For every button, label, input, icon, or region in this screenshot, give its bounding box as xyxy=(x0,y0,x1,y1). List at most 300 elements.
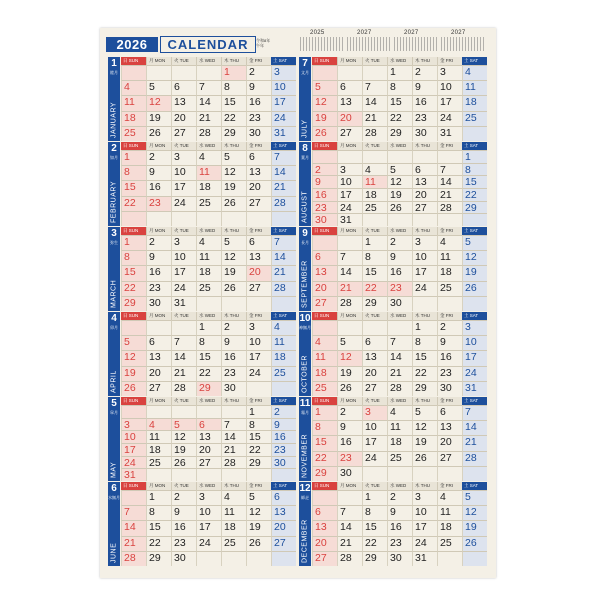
weekday-header: 日 SUN xyxy=(121,227,146,235)
weekday-header: 日 SUN xyxy=(121,142,146,150)
day-cell xyxy=(196,335,221,350)
weekday-header: 木 THU xyxy=(412,312,437,320)
day-cell xyxy=(437,420,462,435)
day-cell xyxy=(387,466,412,481)
weekday-header: 日 SUN xyxy=(121,312,146,320)
day-cell xyxy=(437,320,462,335)
day-cell xyxy=(362,536,387,551)
day-number: 29 xyxy=(365,296,377,309)
month-japanese-name: 皐月 xyxy=(110,410,118,415)
day-cell xyxy=(171,196,196,211)
weekday-header: 火 TUE xyxy=(362,142,387,150)
day-cell xyxy=(221,468,246,481)
day-cell xyxy=(462,350,487,365)
day-cell xyxy=(246,196,271,211)
day-cell xyxy=(246,320,271,335)
day-cell xyxy=(387,126,412,141)
day-number: 21 xyxy=(340,536,352,549)
day-number: 15 xyxy=(415,351,427,364)
day-cell xyxy=(221,520,246,535)
day-number: 12 xyxy=(149,96,161,109)
day-cell xyxy=(437,366,462,381)
day-number: 22 xyxy=(390,111,402,124)
day-cell xyxy=(196,456,221,469)
month-english-name: MAY xyxy=(110,461,118,478)
day-cell xyxy=(412,213,437,226)
day-number: 19 xyxy=(415,436,427,449)
day-number: 24 xyxy=(440,111,452,124)
day-cell xyxy=(312,366,337,381)
day-number: 1 xyxy=(465,151,471,163)
day-cell xyxy=(171,211,196,226)
day-cell xyxy=(312,126,337,141)
day-cell xyxy=(121,211,146,226)
day-cell xyxy=(146,405,171,418)
month-number: 9 xyxy=(302,228,308,239)
day-cell xyxy=(196,150,221,165)
day-cell xyxy=(221,418,246,431)
day-cell xyxy=(362,451,387,466)
day-number: 18 xyxy=(274,351,286,364)
weekday-header: 日 SUN xyxy=(121,397,146,405)
weekday-header: 水 WED xyxy=(387,142,412,150)
day-number: 27 xyxy=(315,551,327,564)
day-cell xyxy=(437,235,462,250)
day-cell xyxy=(437,213,462,226)
day-cell xyxy=(412,366,437,381)
day-cell xyxy=(362,150,387,163)
weekday-header: 水 WED xyxy=(387,227,412,235)
day-number: 13 xyxy=(415,176,427,189)
day-cell xyxy=(221,381,246,396)
weekday-header: 土 SAT xyxy=(271,312,296,320)
day-cell xyxy=(171,335,196,350)
day-cell xyxy=(146,490,171,505)
month-english-name: FEBRUARY xyxy=(110,181,118,223)
day-number: 21 xyxy=(124,536,136,549)
day-number: 11 xyxy=(315,351,326,364)
weekday-header: 月 MON xyxy=(146,57,171,65)
day-cell xyxy=(312,405,337,420)
day-cell xyxy=(362,95,387,110)
day-number: 16 xyxy=(390,266,402,279)
day-cell xyxy=(337,350,362,365)
day-number: 14 xyxy=(340,521,352,534)
day-cell xyxy=(362,551,387,566)
day-number: 30 xyxy=(249,126,261,139)
day-number: 27 xyxy=(440,451,452,464)
day-cell xyxy=(121,196,146,211)
day-cell xyxy=(362,281,387,296)
day-number: 12 xyxy=(174,431,186,444)
day-cell xyxy=(171,505,196,520)
day-number: 27 xyxy=(274,536,286,549)
day-cell xyxy=(221,235,246,250)
day-cell xyxy=(171,165,196,180)
day-number: 5 xyxy=(415,406,421,418)
day-cell xyxy=(312,435,337,450)
day-cell xyxy=(412,281,437,296)
day-cell xyxy=(221,366,246,381)
day-cell xyxy=(387,296,412,311)
day-number: 12 xyxy=(224,166,236,179)
day-number: 3 xyxy=(274,66,280,78)
day-cell xyxy=(312,150,337,163)
day-number: 5 xyxy=(315,81,321,94)
day-cell xyxy=(196,250,221,265)
day-cell xyxy=(387,405,412,420)
month-sidebar xyxy=(299,57,311,141)
day-number: 15 xyxy=(149,521,161,534)
day-cell xyxy=(196,165,221,180)
day-cell xyxy=(412,490,437,505)
weekday-header: 木 THU xyxy=(221,57,246,65)
day-cell xyxy=(196,520,221,535)
day-number: 26 xyxy=(224,281,236,294)
day-number: 25 xyxy=(149,456,161,469)
day-number: 29 xyxy=(365,551,377,564)
day-cell xyxy=(171,65,196,80)
day-cell xyxy=(196,381,221,396)
day-cell xyxy=(121,296,146,311)
day-cell xyxy=(362,520,387,535)
day-number: 4 xyxy=(365,163,371,176)
day-cell xyxy=(412,551,437,566)
day-cell xyxy=(146,350,171,365)
day-cell xyxy=(387,213,412,226)
day-cell xyxy=(387,490,412,505)
day-number: 25 xyxy=(274,366,286,379)
day-number: 23 xyxy=(315,201,327,214)
day-cell xyxy=(196,505,221,520)
month-march xyxy=(108,227,298,311)
weekday-header: 日 SUN xyxy=(312,227,337,235)
day-number: 11 xyxy=(440,506,451,519)
day-number: 26 xyxy=(124,381,136,394)
day-number: 7 xyxy=(224,418,230,431)
day-number: 9 xyxy=(440,336,446,349)
day-number: 21 xyxy=(390,366,402,379)
day-number: 5 xyxy=(249,491,255,503)
day-cell xyxy=(271,536,296,551)
day-number: 31 xyxy=(124,469,136,482)
day-cell xyxy=(196,405,221,418)
day-number: 10 xyxy=(465,336,477,349)
day-cell xyxy=(437,281,462,296)
day-number: 19 xyxy=(340,366,352,379)
day-cell xyxy=(437,451,462,466)
day-cell xyxy=(337,420,362,435)
weekday-header: 月 MON xyxy=(337,227,362,235)
day-cell xyxy=(146,126,171,141)
day-number: 18 xyxy=(440,266,452,279)
day-number: 19 xyxy=(224,181,236,194)
month-sidebar xyxy=(108,482,120,566)
day-cell xyxy=(121,551,146,566)
day-cell xyxy=(196,320,221,335)
day-cell xyxy=(221,320,246,335)
day-number: 23 xyxy=(340,451,352,464)
day-cell xyxy=(337,150,362,163)
day-cell xyxy=(387,420,412,435)
day-number: 17 xyxy=(199,521,211,534)
day-cell xyxy=(312,65,337,80)
day-number: 13 xyxy=(249,166,261,179)
day-cell xyxy=(221,456,246,469)
day-cell xyxy=(362,65,387,80)
day-number: 7 xyxy=(124,506,130,519)
day-number: 29 xyxy=(124,296,136,309)
month-sidebar xyxy=(108,397,120,481)
day-cell xyxy=(312,80,337,95)
weekday-header: 土 SAT xyxy=(462,142,487,150)
day-cell xyxy=(171,150,196,165)
day-number: 16 xyxy=(415,96,427,109)
day-number: 8 xyxy=(465,163,471,176)
day-number: 1 xyxy=(390,66,396,78)
day-number: 8 xyxy=(224,81,230,94)
day-number: 15 xyxy=(390,96,402,109)
day-cell xyxy=(221,65,246,80)
day-cell xyxy=(271,235,296,250)
weekday-header: 水 WED xyxy=(387,482,412,490)
day-cell xyxy=(412,175,437,188)
day-number: 13 xyxy=(440,421,452,434)
calendar-title: CALENDAR xyxy=(160,36,256,53)
day-number: 26 xyxy=(415,451,427,464)
day-number: 22 xyxy=(249,444,261,456)
month-japanese-name: 水無月 xyxy=(108,495,120,500)
day-number: 23 xyxy=(149,196,161,209)
day-cell xyxy=(246,180,271,195)
day-number: 26 xyxy=(149,126,161,139)
day-cell xyxy=(121,418,146,431)
day-number: 11 xyxy=(224,506,235,519)
weekday-header: 木 THU xyxy=(221,312,246,320)
day-number: 21 xyxy=(440,189,452,201)
day-cell xyxy=(362,235,387,250)
month-japanese-name: 長月 xyxy=(301,240,309,245)
weekday-header: 日 SUN xyxy=(312,397,337,405)
day-number: 3 xyxy=(124,418,130,431)
month-april xyxy=(108,312,298,396)
day-number: 11 xyxy=(199,251,210,264)
day-cell xyxy=(246,150,271,165)
day-cell xyxy=(337,551,362,566)
day-cell xyxy=(437,175,462,188)
day-cell xyxy=(271,126,296,141)
weekday-header: 水 WED xyxy=(387,57,412,65)
day-cell xyxy=(462,65,487,80)
day-number: 29 xyxy=(390,126,402,139)
day-cell xyxy=(337,65,362,80)
day-cell xyxy=(437,150,462,163)
day-cell xyxy=(271,520,296,535)
era-line-2: 午年 xyxy=(256,43,264,48)
day-number: 9 xyxy=(274,418,280,431)
month-english-name: AUGUST xyxy=(301,190,309,223)
day-cell xyxy=(462,188,487,201)
day-cell xyxy=(312,520,337,535)
month-october xyxy=(299,312,489,396)
day-cell xyxy=(146,165,171,180)
day-number: 30 xyxy=(390,551,402,564)
day-cell xyxy=(337,490,362,505)
day-number: 25 xyxy=(199,196,211,209)
day-cell xyxy=(462,405,487,420)
day-cell xyxy=(121,165,146,180)
day-cell xyxy=(171,111,196,126)
day-cell xyxy=(221,165,246,180)
day-number: 10 xyxy=(124,431,136,444)
day-cell xyxy=(412,466,437,481)
day-number: 20 xyxy=(149,366,161,379)
day-number: 4 xyxy=(465,66,471,78)
day-cell xyxy=(221,126,246,141)
weekday-header: 月 MON xyxy=(146,142,171,150)
month-english-name: APRIL xyxy=(110,370,118,393)
day-cell xyxy=(462,95,487,110)
month-japanese-name: 弥生 xyxy=(110,240,118,245)
day-cell xyxy=(337,366,362,381)
day-cell xyxy=(246,366,271,381)
day-number: 5 xyxy=(174,418,180,431)
day-cell xyxy=(271,196,296,211)
day-cell xyxy=(121,281,146,296)
day-number: 1 xyxy=(149,491,155,503)
day-cell xyxy=(221,80,246,95)
day-cell xyxy=(271,350,296,365)
day-cell xyxy=(271,65,296,80)
day-number: 13 xyxy=(249,251,261,264)
day-cell xyxy=(271,250,296,265)
day-number: 29 xyxy=(465,201,477,214)
month-august xyxy=(299,142,489,226)
day-number: 19 xyxy=(174,444,186,456)
day-number: 22 xyxy=(124,281,136,294)
day-cell xyxy=(462,320,487,335)
day-cell xyxy=(221,443,246,456)
day-cell xyxy=(146,536,171,551)
day-cell xyxy=(312,296,337,311)
weekday-header: 水 WED xyxy=(196,482,221,490)
day-number: 30 xyxy=(440,381,452,394)
day-number: 6 xyxy=(249,236,255,248)
day-cell xyxy=(196,265,221,280)
day-number: 16 xyxy=(149,181,161,194)
day-cell xyxy=(121,430,146,443)
day-cell xyxy=(171,320,196,335)
day-cell xyxy=(437,490,462,505)
day-cell xyxy=(462,201,487,214)
weekday-header: 金 FRI xyxy=(437,227,462,235)
day-cell xyxy=(246,165,271,180)
day-cell xyxy=(221,196,246,211)
mini-calendar-year: 2027 xyxy=(404,30,419,36)
day-cell xyxy=(387,163,412,176)
month-number: 2 xyxy=(111,143,117,154)
day-number: 20 xyxy=(315,536,327,549)
day-cell xyxy=(146,80,171,95)
day-cell xyxy=(412,381,437,396)
day-number: 10 xyxy=(365,421,377,434)
day-number: 21 xyxy=(274,266,286,279)
mini-calendar xyxy=(394,30,438,52)
day-cell xyxy=(246,296,271,311)
day-number: 4 xyxy=(124,81,130,94)
day-number: 22 xyxy=(124,196,136,209)
weekday-header: 日 SUN xyxy=(121,57,146,65)
day-number: 7 xyxy=(390,336,396,349)
day-cell xyxy=(246,520,271,535)
day-cell xyxy=(362,163,387,176)
month-november xyxy=(299,397,489,481)
day-cell xyxy=(196,65,221,80)
day-cell xyxy=(462,551,487,566)
mini-calendar xyxy=(300,30,344,52)
day-number: 8 xyxy=(315,421,321,434)
day-cell xyxy=(271,320,296,335)
day-number: 18 xyxy=(465,96,477,109)
day-number: 24 xyxy=(415,536,427,549)
month-english-name: JULY xyxy=(301,119,309,138)
day-number: 19 xyxy=(249,521,261,534)
weekday-header: 金 FRI xyxy=(437,482,462,490)
day-cell xyxy=(362,320,387,335)
day-number: 17 xyxy=(174,181,186,194)
day-cell xyxy=(462,213,487,226)
day-cell xyxy=(171,381,196,396)
day-cell xyxy=(146,281,171,296)
day-number: 11 xyxy=(149,431,160,444)
day-number: 7 xyxy=(274,236,280,248)
day-number: 4 xyxy=(440,236,446,248)
day-cell xyxy=(146,551,171,566)
weekday-header: 土 SAT xyxy=(271,142,296,150)
day-cell xyxy=(387,175,412,188)
weekday-header: 金 FRI xyxy=(246,227,271,235)
weekday-header: 日 SUN xyxy=(312,312,337,320)
day-cell xyxy=(171,250,196,265)
day-cell xyxy=(312,551,337,566)
day-number: 28 xyxy=(465,451,477,464)
day-cell xyxy=(271,211,296,226)
weekday-header: 土 SAT xyxy=(271,482,296,490)
day-cell xyxy=(412,405,437,420)
day-number: 31 xyxy=(415,551,427,564)
day-cell xyxy=(221,551,246,566)
day-cell xyxy=(412,335,437,350)
day-cell xyxy=(271,95,296,110)
day-cell xyxy=(271,80,296,95)
day-number: 30 xyxy=(315,214,327,227)
weekday-header: 木 THU xyxy=(412,142,437,150)
day-number: 5 xyxy=(465,491,471,503)
day-cell xyxy=(246,95,271,110)
day-number: 6 xyxy=(199,418,205,431)
day-cell xyxy=(337,126,362,141)
day-number: 23 xyxy=(224,366,236,379)
day-cell xyxy=(146,65,171,80)
day-cell xyxy=(387,111,412,126)
day-number: 9 xyxy=(174,506,180,519)
day-number: 5 xyxy=(390,163,396,176)
day-number: 3 xyxy=(249,321,255,333)
day-number: 13 xyxy=(174,96,186,109)
mini-calendar-grid xyxy=(300,37,344,51)
weekday-header: 土 SAT xyxy=(462,227,487,235)
day-cell xyxy=(437,265,462,280)
